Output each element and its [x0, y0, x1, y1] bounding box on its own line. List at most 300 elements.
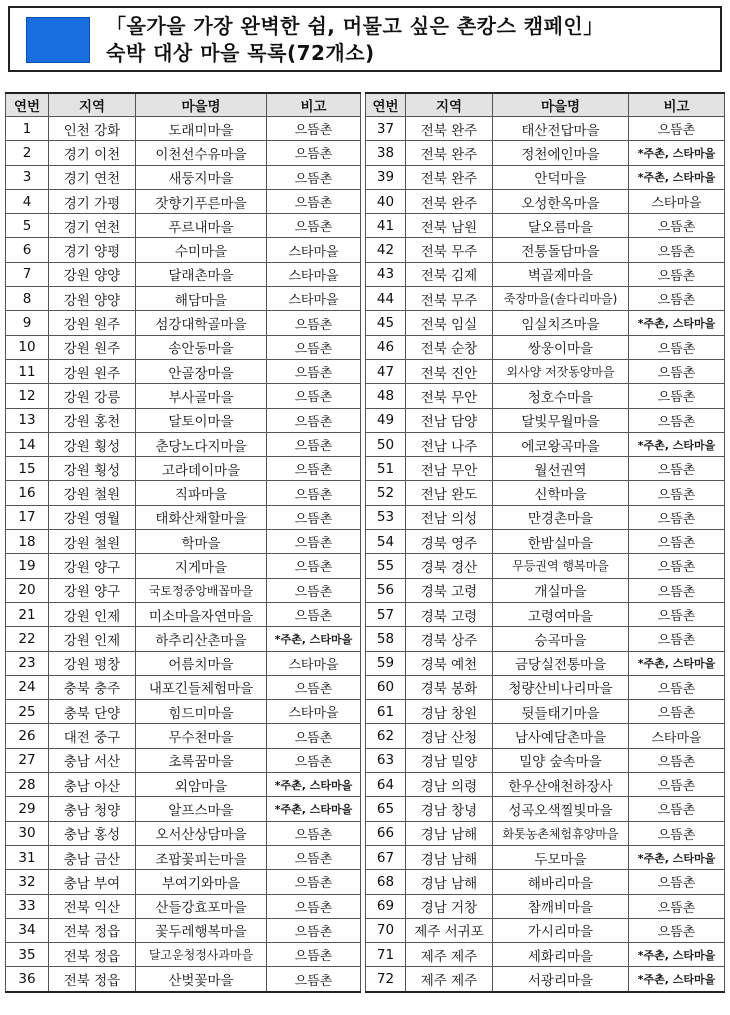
- row-region: 대전 중구: [49, 724, 136, 748]
- row-note: 으뜸촌: [629, 384, 725, 408]
- row-note: 으뜸촌: [267, 165, 361, 189]
- table-row: [6, 505, 361, 529]
- row-region: 충남 청양: [49, 797, 136, 821]
- row-village-name: 오성한옥마을: [493, 189, 629, 213]
- table-row: [366, 408, 725, 432]
- table-row: [366, 335, 725, 359]
- row-region: 강원 횡성: [49, 432, 136, 456]
- row-village-name: 뒷들태기마을: [493, 700, 629, 724]
- row-village-name: 참깨비마을: [493, 894, 629, 918]
- row-note: *주촌, 스타마을: [629, 432, 725, 456]
- row-note: 으뜸촌: [629, 918, 725, 942]
- row-village-name: 해담마을: [136, 287, 267, 311]
- row-region: 경북 고령: [406, 602, 493, 626]
- row-region: 전북 정읍: [49, 943, 136, 967]
- row-note: 으뜸촌: [267, 481, 361, 505]
- row-number: 61: [366, 700, 406, 724]
- table-row: [6, 189, 361, 213]
- row-number: 58: [366, 627, 406, 651]
- row-region: 전북 정읍: [49, 967, 136, 992]
- row-village-name: 밀양 숲속마을: [493, 748, 629, 772]
- row-village-name: 안골장마을: [136, 359, 267, 383]
- table-row: [6, 627, 361, 651]
- row-note: 으뜸촌: [629, 748, 725, 772]
- row-village-name: 화톳농촌체험휴양마을: [493, 821, 629, 845]
- row-number: 65: [366, 797, 406, 821]
- row-village-name: 해바리마을: [493, 870, 629, 894]
- row-region: 경북 봉화: [406, 675, 493, 699]
- row-number: 63: [366, 748, 406, 772]
- row-region: 전북 익산: [49, 894, 136, 918]
- row-region: 경남 창원: [406, 700, 493, 724]
- header-region: 지역: [406, 93, 493, 117]
- row-village-name: 이천선수유마을: [136, 141, 267, 165]
- row-region: 경남 창녕: [406, 797, 493, 821]
- row-village-name: 달래촌마을: [136, 262, 267, 286]
- row-village-name: 고라데이마을: [136, 457, 267, 481]
- row-note: 으뜸촌: [267, 530, 361, 554]
- row-region: 경기 연천: [49, 214, 136, 238]
- row-village-name: 서광리마을: [493, 967, 629, 992]
- row-note: 으뜸촌: [267, 311, 361, 335]
- row-village-name: 달토이마을: [136, 408, 267, 432]
- row-note: 으뜸촌: [629, 821, 725, 845]
- row-note: 으뜸촌: [629, 602, 725, 626]
- row-region: 강원 강릉: [49, 384, 136, 408]
- table-row: [6, 165, 361, 189]
- row-note: *주촌, 스타마을: [629, 943, 725, 967]
- row-village-name: 가시리마을: [493, 918, 629, 942]
- row-region: 충북 단양: [49, 700, 136, 724]
- row-village-name: 산들강효포마을: [136, 894, 267, 918]
- page-title: [106, 13, 604, 67]
- row-region: 전북 무안: [406, 384, 493, 408]
- row-region: 강원 양양: [49, 262, 136, 286]
- row-village-name: 내포긴들체험마을: [136, 675, 267, 699]
- row-note: 으뜸촌: [267, 870, 361, 894]
- row-region: 전남 무안: [406, 457, 493, 481]
- table-row: [6, 943, 361, 967]
- table-row: [366, 602, 725, 626]
- row-number: 11: [6, 359, 49, 383]
- title-line-1: 「올가을 가장 완벽한 쉼, 머물고 싶은 촌캉스 캠페인」: [106, 14, 604, 38]
- row-note: 으뜸촌: [267, 117, 361, 141]
- row-region: 강원 원주: [49, 359, 136, 383]
- row-number: 49: [366, 408, 406, 432]
- row-village-name: 어름치마을: [136, 651, 267, 675]
- row-note: *주촌, 스타마을: [629, 967, 725, 992]
- row-note: 으뜸촌: [267, 821, 361, 845]
- row-region: 충남 아산: [49, 773, 136, 797]
- row-number: 32: [6, 870, 49, 894]
- row-note: 으뜸촌: [267, 894, 361, 918]
- table-row: [366, 262, 725, 286]
- row-region: 경북 영주: [406, 530, 493, 554]
- row-note: 으뜸촌: [267, 335, 361, 359]
- row-region: 경남 밀양: [406, 748, 493, 772]
- row-number: 72: [366, 967, 406, 992]
- table-row: [6, 578, 361, 602]
- row-village-name: 월선권역: [493, 457, 629, 481]
- row-village-name: 벽골제마을: [493, 262, 629, 286]
- row-note: 으뜸촌: [629, 797, 725, 821]
- row-number: 3: [6, 165, 49, 189]
- row-region: 제주 제주: [406, 967, 493, 992]
- row-note: *주촌, 스타마을: [267, 627, 361, 651]
- row-number: 22: [6, 627, 49, 651]
- row-number: 53: [366, 505, 406, 529]
- row-region: 충북 충주: [49, 675, 136, 699]
- row-region: 충남 서산: [49, 748, 136, 772]
- row-village-name: 직파마을: [136, 481, 267, 505]
- row-note: 으뜸촌: [629, 238, 725, 262]
- row-note: 으뜸촌: [629, 578, 725, 602]
- row-number: 59: [366, 651, 406, 675]
- row-note: 으뜸촌: [629, 675, 725, 699]
- table-row: [366, 141, 725, 165]
- table-row: [366, 773, 725, 797]
- row-village-name: 푸르내마을: [136, 214, 267, 238]
- row-note: 으뜸촌: [267, 967, 361, 992]
- row-region: 전북 정읍: [49, 918, 136, 942]
- row-region: 전남 완도: [406, 481, 493, 505]
- row-number: 30: [6, 821, 49, 845]
- row-number: 47: [366, 359, 406, 383]
- row-note: *주촌, 스타마을: [629, 651, 725, 675]
- row-region: 제주 서귀포: [406, 918, 493, 942]
- row-number: 46: [366, 335, 406, 359]
- row-note: 스타마을: [267, 287, 361, 311]
- table-row: [366, 530, 725, 554]
- table-row: [366, 845, 725, 869]
- row-village-name: 달오름마을: [493, 214, 629, 238]
- row-region: 강원 영월: [49, 505, 136, 529]
- row-region: 전남 나주: [406, 432, 493, 456]
- row-village-name: 송안동마을: [136, 335, 267, 359]
- row-number: 8: [6, 287, 49, 311]
- table-row: [6, 675, 361, 699]
- row-number: 23: [6, 651, 49, 675]
- row-note: 으뜸촌: [267, 505, 361, 529]
- row-number: 57: [366, 602, 406, 626]
- table-row: [366, 457, 725, 481]
- row-number: 33: [6, 894, 49, 918]
- row-note: 으뜸촌: [267, 943, 361, 967]
- row-village-name: 조팝꽃피는마을: [136, 845, 267, 869]
- row-number: 37: [366, 117, 406, 141]
- row-village-name: 전통돌담마을: [493, 238, 629, 262]
- header-note: 비고: [267, 93, 361, 117]
- row-note: 으뜸촌: [267, 578, 361, 602]
- village-table-right: [365, 92, 725, 993]
- row-village-name: 잣향기푸른마을: [136, 189, 267, 213]
- row-note: 으뜸촌: [267, 602, 361, 626]
- row-village-name: 두모마을: [493, 845, 629, 869]
- table-row: [6, 918, 361, 942]
- row-village-name: 오서산상담마을: [136, 821, 267, 845]
- row-region: 강원 양양: [49, 287, 136, 311]
- row-region: 전북 완주: [406, 117, 493, 141]
- table-row: [6, 967, 361, 992]
- row-region: 강원 양구: [49, 554, 136, 578]
- row-number: 55: [366, 554, 406, 578]
- row-village-name: 학마을: [136, 530, 267, 554]
- row-village-name: 외암마을: [136, 773, 267, 797]
- row-note: 으뜸촌: [629, 505, 725, 529]
- row-note: 스타마을: [267, 262, 361, 286]
- row-number: 25: [6, 700, 49, 724]
- row-region: 전북 진안: [406, 359, 493, 383]
- table-row: [6, 773, 361, 797]
- row-note: *주촌, 스타마을: [629, 311, 725, 335]
- table-row: [366, 505, 725, 529]
- row-note: 으뜸촌: [629, 894, 725, 918]
- village-tables: [5, 92, 723, 993]
- row-note: 으뜸촌: [629, 408, 725, 432]
- row-note: 으뜸촌: [267, 554, 361, 578]
- row-number: 38: [366, 141, 406, 165]
- row-number: 50: [366, 432, 406, 456]
- row-number: 7: [6, 262, 49, 286]
- header-no: 연번: [366, 93, 406, 117]
- row-region: 전북 무주: [406, 287, 493, 311]
- row-village-name: 신학마을: [493, 481, 629, 505]
- row-region: 경남 의령: [406, 773, 493, 797]
- row-village-name: 태화산채할마을: [136, 505, 267, 529]
- table-row: [6, 554, 361, 578]
- row-number: 43: [366, 262, 406, 286]
- row-number: 51: [366, 457, 406, 481]
- table-row: [6, 117, 361, 141]
- row-number: 9: [6, 311, 49, 335]
- table-row: [6, 141, 361, 165]
- table-row: [366, 894, 725, 918]
- row-village-name: 임실치즈마을: [493, 311, 629, 335]
- row-region: 충남 홍성: [49, 821, 136, 845]
- row-village-name: 외사양 저잣동양마을: [493, 359, 629, 383]
- row-village-name: 고령여마을: [493, 602, 629, 626]
- row-number: 28: [6, 773, 49, 797]
- row-village-name: 무수천마을: [136, 724, 267, 748]
- row-note: 스타마을: [267, 700, 361, 724]
- row-village-name: 수미마을: [136, 238, 267, 262]
- row-region: 강원 횡성: [49, 457, 136, 481]
- row-note: 으뜸촌: [267, 457, 361, 481]
- row-note: 으뜸촌: [629, 554, 725, 578]
- row-region: 경기 가평: [49, 189, 136, 213]
- row-number: 42: [366, 238, 406, 262]
- row-region: 강원 철원: [49, 481, 136, 505]
- row-village-name: 알프스마을: [136, 797, 267, 821]
- table-row: [366, 384, 725, 408]
- row-number: 16: [6, 481, 49, 505]
- table-row: [366, 967, 725, 992]
- row-region: 전북 완주: [406, 141, 493, 165]
- table-row: [6, 700, 361, 724]
- row-region: 전북 김제: [406, 262, 493, 286]
- table-row: [366, 189, 725, 213]
- row-region: 강원 인제: [49, 627, 136, 651]
- table-row: [6, 894, 361, 918]
- row-village-name: 도래미마을: [136, 117, 267, 141]
- table-row: [6, 651, 361, 675]
- row-village-name: 달빛무월마을: [493, 408, 629, 432]
- row-region: 경남 남해: [406, 870, 493, 894]
- row-note: *주촌, 스타마을: [267, 797, 361, 821]
- header-village: 마을명: [493, 93, 629, 117]
- row-region: 전남 의성: [406, 505, 493, 529]
- row-region: 경남 산청: [406, 724, 493, 748]
- row-village-name: 지게마을: [136, 554, 267, 578]
- row-note: 으뜸촌: [267, 918, 361, 942]
- row-village-name: 정천에인마을: [493, 141, 629, 165]
- table-header-row: [366, 93, 725, 117]
- blue-square-icon: [26, 17, 90, 63]
- row-number: 69: [366, 894, 406, 918]
- row-number: 20: [6, 578, 49, 602]
- table-row: [6, 481, 361, 505]
- row-note: *주촌, 스타마을: [629, 165, 725, 189]
- row-number: 2: [6, 141, 49, 165]
- row-region: 전북 남원: [406, 214, 493, 238]
- row-region: 경남 남해: [406, 845, 493, 869]
- table-row: [366, 797, 725, 821]
- row-number: 34: [6, 918, 49, 942]
- table-row: [366, 214, 725, 238]
- row-number: 67: [366, 845, 406, 869]
- header-village: 마을명: [136, 93, 267, 117]
- row-note: 으뜸촌: [629, 214, 725, 238]
- table-row: [366, 821, 725, 845]
- header-region: 지역: [49, 93, 136, 117]
- table-row: [366, 554, 725, 578]
- row-village-name: 미소마을자연마을: [136, 602, 267, 626]
- row-number: 64: [366, 773, 406, 797]
- table-row: [366, 578, 725, 602]
- row-region: 강원 원주: [49, 335, 136, 359]
- row-village-name: 한우산애천하장사: [493, 773, 629, 797]
- row-village-name: 달고운청정사과마을: [136, 943, 267, 967]
- header-no: 연번: [6, 93, 49, 117]
- row-number: 29: [6, 797, 49, 821]
- table-row: [6, 384, 361, 408]
- row-number: 1: [6, 117, 49, 141]
- row-village-name: 개실마을: [493, 578, 629, 602]
- row-note: 으뜸촌: [629, 287, 725, 311]
- row-region: 전북 순창: [406, 335, 493, 359]
- row-number: 36: [6, 967, 49, 992]
- row-region: 경기 연천: [49, 165, 136, 189]
- row-note: 으뜸촌: [267, 724, 361, 748]
- table-row: [6, 845, 361, 869]
- table-row: [6, 724, 361, 748]
- row-number: 35: [6, 943, 49, 967]
- row-village-name: 성곡오색찔빛마을: [493, 797, 629, 821]
- row-village-name: 한밤실마을: [493, 530, 629, 554]
- row-village-name: 섬강대학골마을: [136, 311, 267, 335]
- title-line-2: 숙박 대상 마을 목록(72개소): [106, 41, 375, 65]
- row-number: 26: [6, 724, 49, 748]
- table-row: [366, 918, 725, 942]
- table-row: [6, 821, 361, 845]
- row-region: 충남 금산: [49, 845, 136, 869]
- table-row: [6, 530, 361, 554]
- row-village-name: 태산전답마을: [493, 117, 629, 141]
- row-village-name: 산벚꽃마을: [136, 967, 267, 992]
- row-note: 스타마을: [629, 724, 725, 748]
- row-number: 56: [366, 578, 406, 602]
- table-row: [6, 214, 361, 238]
- row-region: 강원 철원: [49, 530, 136, 554]
- row-village-name: 새둥지마을: [136, 165, 267, 189]
- table-row: [366, 287, 725, 311]
- row-region: 경북 경산: [406, 554, 493, 578]
- row-village-name: 쌍웅이마을: [493, 335, 629, 359]
- row-note: 으뜸촌: [629, 870, 725, 894]
- row-note: 으뜸촌: [267, 214, 361, 238]
- row-village-name: 초록꿈마을: [136, 748, 267, 772]
- table-row: [366, 700, 725, 724]
- row-village-name: 죽장마을(솔다리마을): [493, 287, 629, 311]
- table-row: [366, 943, 725, 967]
- row-region: 경기 양평: [49, 238, 136, 262]
- row-village-name: 세화리마을: [493, 943, 629, 967]
- table-row: [366, 311, 725, 335]
- row-number: 17: [6, 505, 49, 529]
- row-village-name: 안덕마을: [493, 165, 629, 189]
- row-number: 24: [6, 675, 49, 699]
- row-region: 전남 담양: [406, 408, 493, 432]
- table-row: [6, 870, 361, 894]
- table-row: [366, 724, 725, 748]
- row-region: 경북 예천: [406, 651, 493, 675]
- table-row: [366, 432, 725, 456]
- row-note: 으뜸촌: [267, 189, 361, 213]
- row-number: 48: [366, 384, 406, 408]
- row-note: 으뜸촌: [629, 359, 725, 383]
- row-number: 5: [6, 214, 49, 238]
- table-row: [6, 359, 361, 383]
- row-region: 경북 상주: [406, 627, 493, 651]
- row-note: 으뜸촌: [267, 845, 361, 869]
- row-note: *주촌, 스타마을: [629, 141, 725, 165]
- row-note: 으뜸촌: [267, 675, 361, 699]
- row-note: 으뜸촌: [629, 335, 725, 359]
- row-number: 45: [366, 311, 406, 335]
- table-row: [366, 870, 725, 894]
- table-row: [6, 602, 361, 626]
- row-note: 으뜸촌: [267, 748, 361, 772]
- table-row: [366, 117, 725, 141]
- table-row: [6, 335, 361, 359]
- row-note: 으뜸촌: [629, 457, 725, 481]
- row-number: 14: [6, 432, 49, 456]
- row-number: 31: [6, 845, 49, 869]
- row-note: 으뜸촌: [629, 530, 725, 554]
- row-number: 52: [366, 481, 406, 505]
- table-row: [6, 262, 361, 286]
- row-region: 강원 원주: [49, 311, 136, 335]
- table-row: [6, 287, 361, 311]
- row-number: 27: [6, 748, 49, 772]
- row-note: 으뜸촌: [629, 117, 725, 141]
- row-village-name: 부여기와마을: [136, 870, 267, 894]
- row-note: *주촌, 스타마을: [267, 773, 361, 797]
- row-number: 6: [6, 238, 49, 262]
- table-row: [366, 165, 725, 189]
- row-note: 으뜸촌: [629, 262, 725, 286]
- row-region: 경북 고령: [406, 578, 493, 602]
